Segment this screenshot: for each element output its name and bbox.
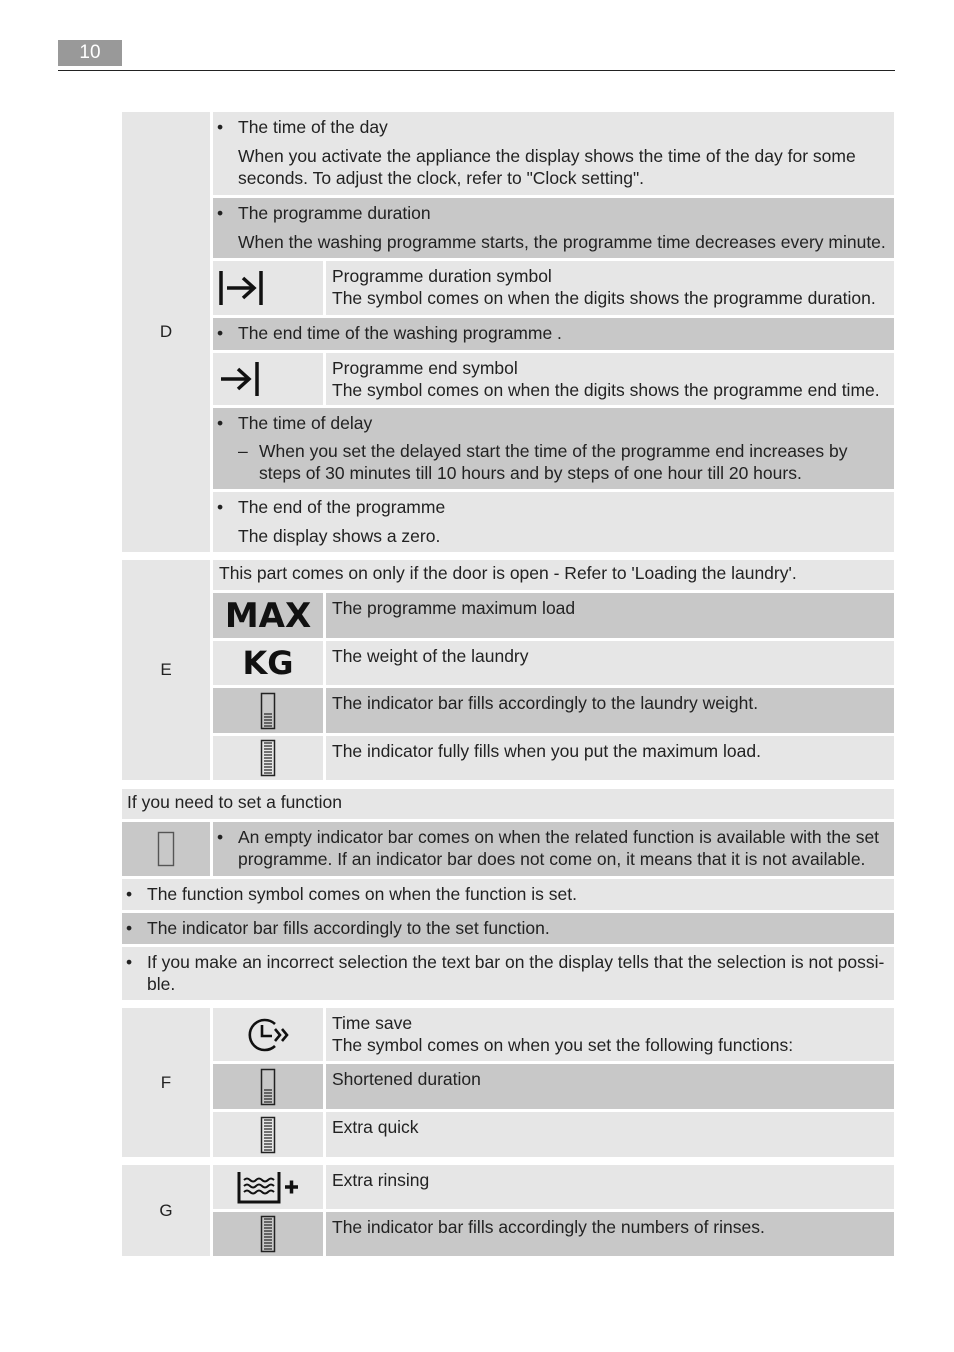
indicator-bar-partial-icon — [213, 688, 323, 733]
row-text: Extra rinsing — [326, 1165, 894, 1209]
indicator-bar-full-icon — [213, 736, 323, 780]
bullet-text: • The time of the day — [238, 116, 888, 138]
row-text: Extra quick — [326, 1112, 894, 1157]
row-text: The indicator bar fills accordingly the numbers of rinses. — [326, 1212, 894, 1256]
section-label: G — [122, 1165, 210, 1256]
row-time-of-day — [213, 112, 894, 195]
function-bullet — [122, 947, 894, 1000]
row-text: The symbol comes on when you set the following functions: — [332, 1035, 794, 1055]
bullet-text: • The function symbol comes on when the function is set. — [147, 883, 888, 905]
programme-duration-icon — [213, 261, 323, 315]
section-label: D — [122, 112, 210, 552]
row-time-of-delay — [213, 408, 894, 489]
dash-text: – When you set the delayed start the time of the programme end increases by steps of 30 minutes till 10 hours and by steps of one hour till 20 hours. — [238, 440, 888, 484]
row-end-time — [213, 318, 894, 350]
row-text: Shortened duration — [326, 1064, 894, 1109]
row-text: The weight of the laundry — [326, 641, 894, 685]
bullet-text: • The indicator bar fills accordingly to the set function. — [147, 917, 888, 939]
time-save-icon — [213, 1008, 323, 1061]
function-bullet — [122, 913, 894, 944]
row-end-symbol — [326, 353, 894, 405]
header-rule — [58, 70, 895, 71]
row-duration-symbol — [326, 261, 894, 315]
row-text: The indicator fully fills when you put the maximum load. — [326, 736, 894, 780]
section-d-table — [122, 112, 894, 552]
row-text: When you activate the appliance the display shows the time of the day for some seconds. To adjust the clock, refer to "Clock setting". — [238, 146, 856, 188]
row-title: Time save — [332, 1013, 413, 1033]
bullet-text: • The time of delay — [238, 412, 888, 434]
kg-symbol: KG — [213, 641, 323, 685]
section-label: E — [122, 560, 210, 780]
page-number: 10 — [58, 40, 122, 66]
row-empty-bar — [213, 822, 894, 876]
section-label: F — [122, 1008, 210, 1157]
function-heading: If you need to set a function — [122, 789, 894, 819]
section-f-table — [122, 1008, 894, 1157]
indicator-bar-empty-icon — [122, 822, 210, 876]
row-programme-duration — [213, 198, 894, 258]
row-title: Programme end symbol — [332, 358, 518, 378]
function-bullet — [122, 879, 894, 910]
max-symbol: MAX — [213, 593, 323, 638]
function-section-table — [122, 789, 894, 1000]
row-end-of-programme — [213, 492, 894, 552]
row-time-save — [326, 1008, 894, 1061]
bullet-text: • An empty indicator bar comes on when the related function is available with the set programme. If an indicator bar does not come on, it means that it is not available. — [238, 826, 888, 870]
row-text: The indicator bar fills accordingly to the laundry weight. — [326, 688, 894, 733]
section-g-table — [122, 1165, 894, 1256]
row-text: The symbol comes on when the digits shows the programme duration. — [332, 288, 876, 308]
row-text: The programme maximum load — [326, 593, 894, 638]
extra-rinsing-icon — [213, 1165, 323, 1209]
bullet-text: • The end time of the washing programme . — [238, 322, 888, 344]
bullet-text: • The end of the programme — [238, 496, 888, 518]
row-text: The symbol comes on when the digits shows the programme end time. — [332, 380, 880, 400]
section-e-table — [122, 560, 894, 780]
row-intro: This part comes on only if the door is open - Refer to 'Loading the laundry'. — [213, 560, 894, 590]
indicator-bar-full-icon — [213, 1212, 323, 1256]
indicator-bar-full-icon — [213, 1112, 323, 1157]
bullet-text: • The programme duration — [238, 202, 888, 224]
programme-end-icon — [213, 353, 323, 405]
row-text: The display shows a zero. — [238, 526, 441, 546]
indicator-bar-partial-icon — [213, 1064, 323, 1109]
row-title: Programme duration symbol — [332, 266, 552, 286]
bullet-text: • If you make an incorrect selection the text bar on the display tells that the selection is not possi-ble. — [147, 951, 888, 995]
row-text: When the washing programme starts, the programme time decreases every minute. — [238, 232, 886, 252]
